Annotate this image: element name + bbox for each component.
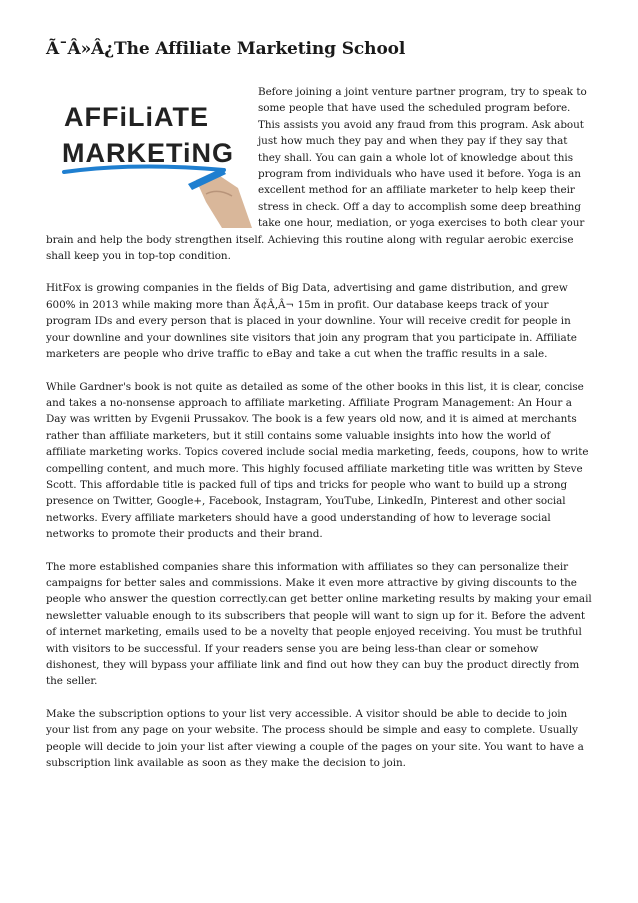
logo-line-2: MARKETiNG <box>62 138 235 168</box>
logo-line-1: AFFiLiATE <box>64 102 209 132</box>
page-title: Ã¯Â»Â¿The Affiliate Marketing School <box>46 39 406 59</box>
paragraph-1: Before joining a joint venture partner program, try to speak to some people that have used the scheduled program before. This assists you avoid any fraud from this program. Ask about just how much they pay and when they pay if they say that they shall. You can gain a whole lot of knowledge about this program from individuals who have used it before. Yoga is an excellent method for an affiliate marketer to help keep their stress in check. Off a day to accomplish some deep breathing take one hour, mediation, or yoga exercises to both clear your brain and help the body strengthen itself. Achieving this routine along with regular aerobic exercise shall keep you in top-top condition. <box>46 86 587 263</box>
affiliate-marketing-logo <box>46 84 256 228</box>
paragraph-3: While Gardner's book is not quite as detailed as some of the other books in this list, it is clear, concise and takes a no-nonsense approach to affiliate marketing. Affiliate Program Management: An Hour a Day was written by Evgenii Prussakov. The book is a few years old now, and it is aimed at merchants rather than affiliate marketers, but it still contains some valuable insights into how the world of affiliate marketing works. Topics covered include social media marketing, feeds, coupons, how to write compelling content, and much more. This highly focused affiliate marketing title was written by Steve Scott. This affordable title is packed full of tips and tricks for people who want to build up a strong presence on Twitter, Google+, Facebook, Instagram, YouTube, LinkedIn, Pinterest and other social networks. Every affiliate marketers should have a good understanding of how to leverage social networks to promote their products and their brand. <box>46 380 589 541</box>
paragraph-4: The more established companies share this information with affiliates so they can personalize their campaigns for better sales and commissions. Make it even more attractive by giving discounts to the people who answer the question correctly.can get better online marketing results by making your email newsletter valuable enough to its subscribers that people will want to sign up for it. Before the advent of internet marketing, emails used to be a novelty that people enjoyed receiving. You must be truthful with visitors to be successful. If your readers sense you are being less-than clear or somehow dishonest, they will bypass your affiliate link and find out how they can buy the product directly from the seller. <box>46 560 592 688</box>
logo-image <box>46 84 256 228</box>
hand-with-marker-icon <box>188 168 252 228</box>
paragraph-5: Make the subscription options to your list very accessible. A visitor should be able to decide to join your list from any page on your website. The process should be simple and easy to complete. Usually people will decide to join your list after viewing a couple of the pages on your site. You want to have a subscription link available as soon as they make the decision to join. <box>46 707 584 770</box>
paragraph-2: HitFox is growing companies in the fields of Big Data, advertising and game distribution, and grew 600% in 2013 while making more than Ã¢Â‚Â¬ 15m in profit. Our database keeps track of your program IDs and every person that is placed in your downline. Your will receive credit for people in your downline and your downlines site visitors that join any program that you participate in. Affiliate marketers are people who drive traffic to eBay and take a cut when the traffic results in a sale. <box>46 282 577 361</box>
underline-swoosh <box>64 166 224 172</box>
